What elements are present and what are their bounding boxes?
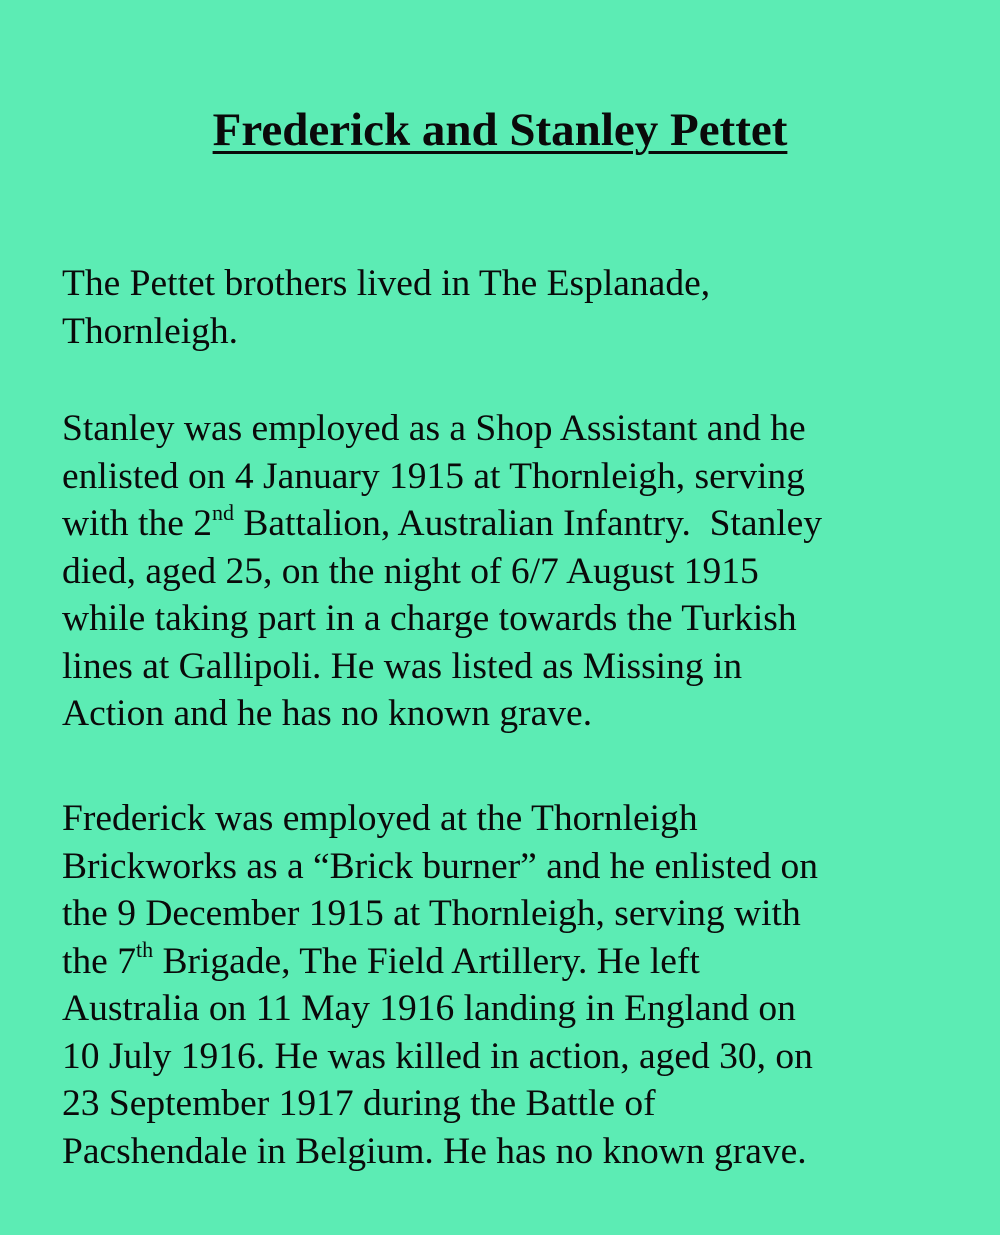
paragraph-frederick — [62, 795, 962, 1175]
text-segment: with the 2 — [62, 503, 212, 544]
text-line-with-ordinal — [62, 500, 962, 548]
paragraph-stanley — [62, 405, 962, 738]
text-segment: Battalion, Australian Infantry. Stanley — [233, 503, 823, 544]
ordinal-suffix: th — [135, 937, 154, 962]
text-line: lines at Gallipoli. He was listed as Missing in — [62, 645, 743, 687]
text-line: 23 September 1917 during the Battle of — [62, 1083, 656, 1124]
text-line: Frederick was employed at the Thornleigh — [62, 798, 698, 839]
text-line: while taking part in a charge towards the Turkish — [62, 598, 797, 639]
text-line: died, aged 25, on the night of 6/7 August 1915 — [62, 550, 759, 592]
text-line: Action and he has no known grave. — [62, 693, 593, 734]
text-line: 10 July 1916. He was killed in action, aged 30, on — [62, 1035, 813, 1077]
text-line: enlisted on 4 January 1915 at Thornleigh, serving — [62, 455, 805, 497]
text-line: the 9 December 1915 at Thornleigh, serving with — [62, 893, 801, 934]
text-segment: Brigade, The Field Artillery. He left — [153, 940, 700, 982]
text-line-with-ordinal — [62, 938, 962, 986]
text-segment: the 7 — [62, 940, 136, 982]
paragraph-residence — [62, 260, 962, 355]
ordinal-suffix: nd — [211, 499, 234, 525]
text-line: Australia on 11 May 1916 landing in England on — [62, 988, 796, 1029]
page-title — [0, 100, 1000, 160]
text-line: Stanley was employed as a Shop Assistant and he — [62, 408, 806, 449]
text-line: Thornleigh. — [62, 310, 239, 352]
text-line: Brickworks as a “Brick burner” and he enlisted on — [62, 845, 819, 887]
text-line: Pacshendale in Belgium. He has no known grave. — [62, 1130, 807, 1172]
page-title-text: Frederick and Stanley Pettet — [212, 104, 788, 156]
text-line: The Pettet brothers lived in The Esplanade, — [62, 263, 711, 304]
